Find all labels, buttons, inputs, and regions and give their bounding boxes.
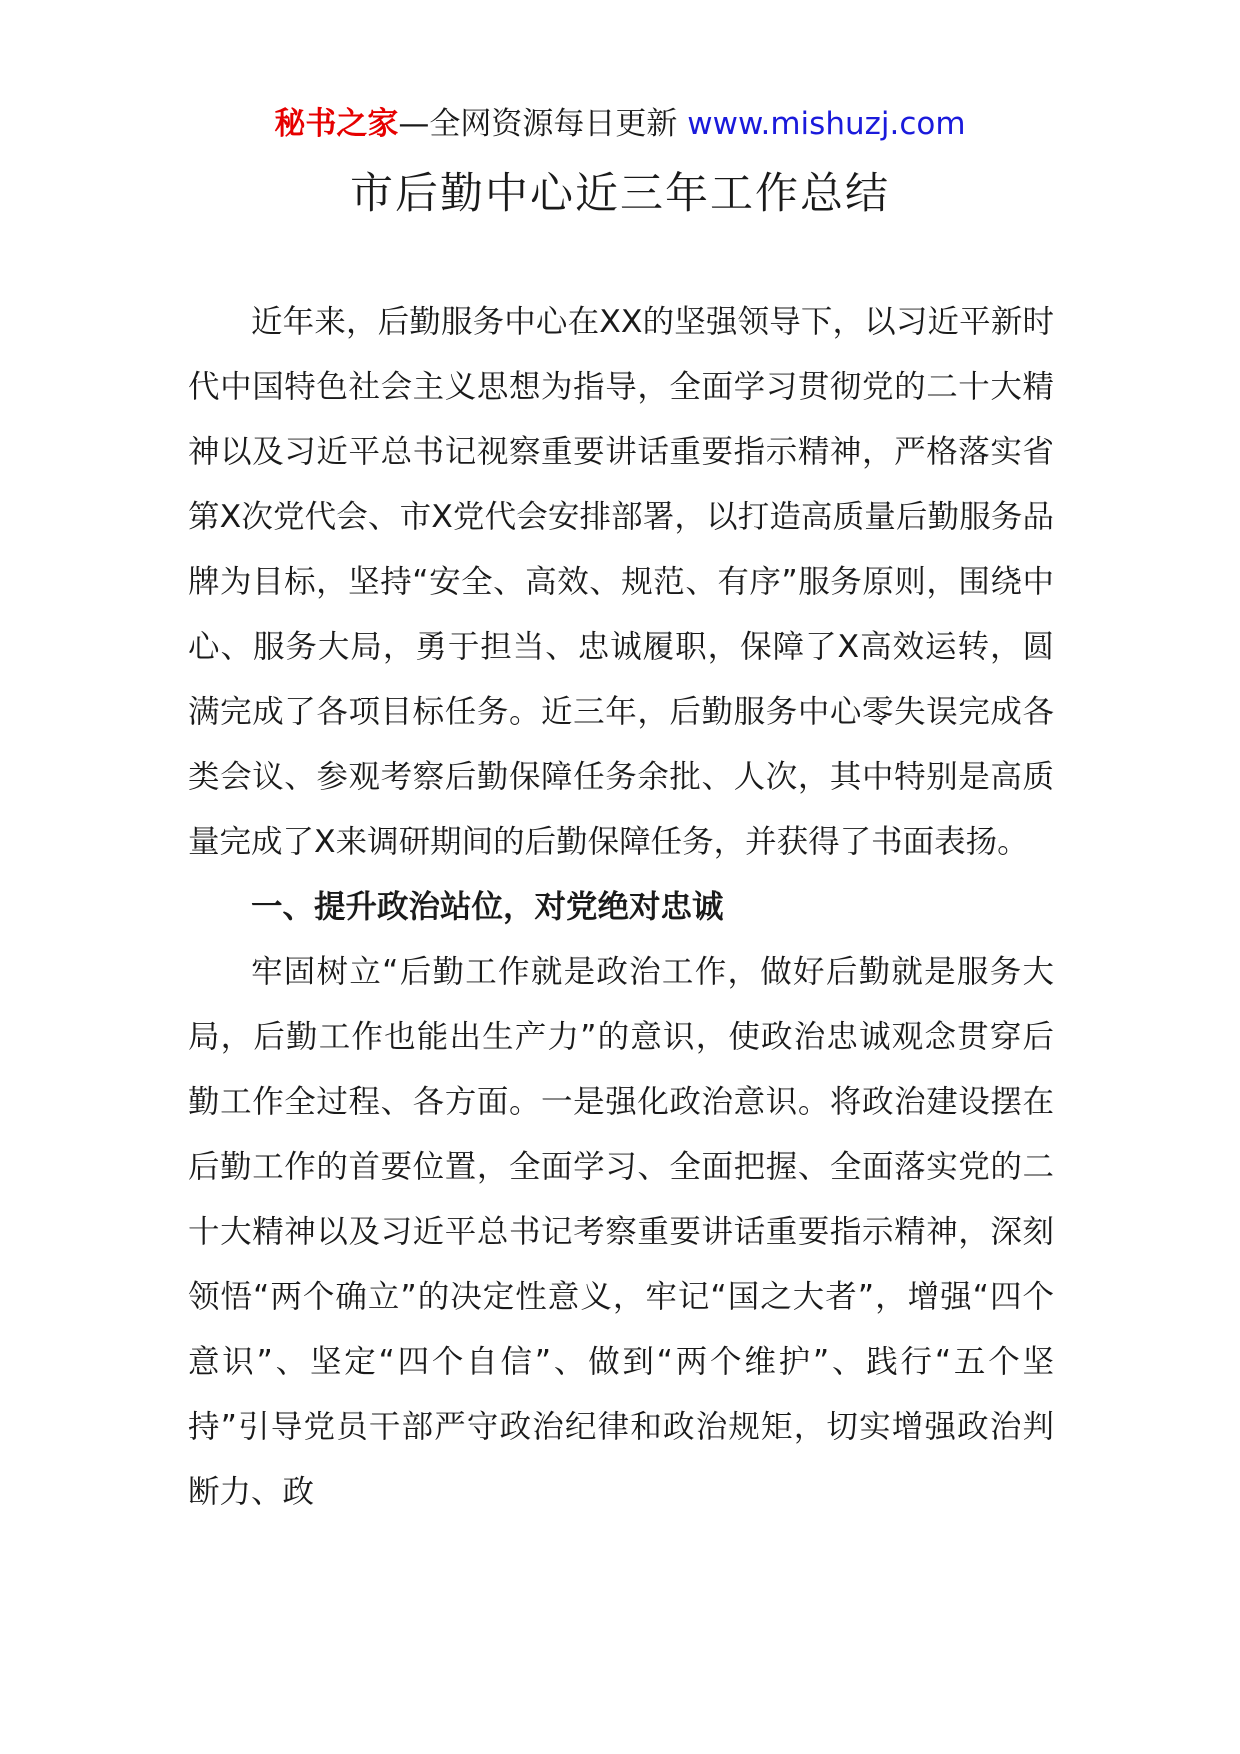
header-slogan: —全网资源每日更新 (398, 106, 688, 142)
site-url-link[interactable]: www.mishuzj.com (687, 106, 966, 142)
body-paragraph: 牢固树立“后勤工作就是政治工作，做好后勤就是服务大局，后勤工作也能出生产力”的意识，使政治忠诚观念贯穿后勤工作全过程、各方面。一是强化政治意识。将政治建设摆在后勤工作的首要位置，全面学习、全面把握、全面落实党的二十大精神以及习近平总书记考察重要讲话重要指示精神，深刻领悟“两个确立”的决定性意义，牢记“国之大者”，增强“四个意识”、坚定“四个自信”、做到“两个维护”、践行“五个坚持”引导党员干部严守政治纪律和政治规矩，切实增强政治判断力、政 (188, 954, 1054, 1510)
brand-name: 秘书之家 (274, 106, 399, 142)
body-paragraph: 近年来，后勤服务中心在XX的坚强领导下，以习近平新时代中国特色社会主义思想为指导，全面学习贯彻党的二十大精神以及习近平总书记视察重要讲话重要指示精神，严格落实省第X次党代会、市X党代会安排部署，以打造高质量后勤服务品牌为目标，坚持“安全、高效、规范、有序”服务原则，围绕中心、服务大局，勇于担当、忠诚履职，保障了X高效运转，圆满完成了各项目标任务。近三年，后勤服务中心零失误完成各类会议、参观考察后勤保障任务余批、人次，其中特别是高质量完成了X来调研期间的后勤保障任务，并获得了书面表扬。 (188, 304, 1054, 860)
site-header (0, 100, 1240, 148)
document-body (188, 290, 1054, 1525)
section-heading: 一、提升政治站位，对党绝对忠诚 (251, 889, 724, 925)
document-title: 市后勤中心近三年工作总结 (350, 169, 890, 219)
